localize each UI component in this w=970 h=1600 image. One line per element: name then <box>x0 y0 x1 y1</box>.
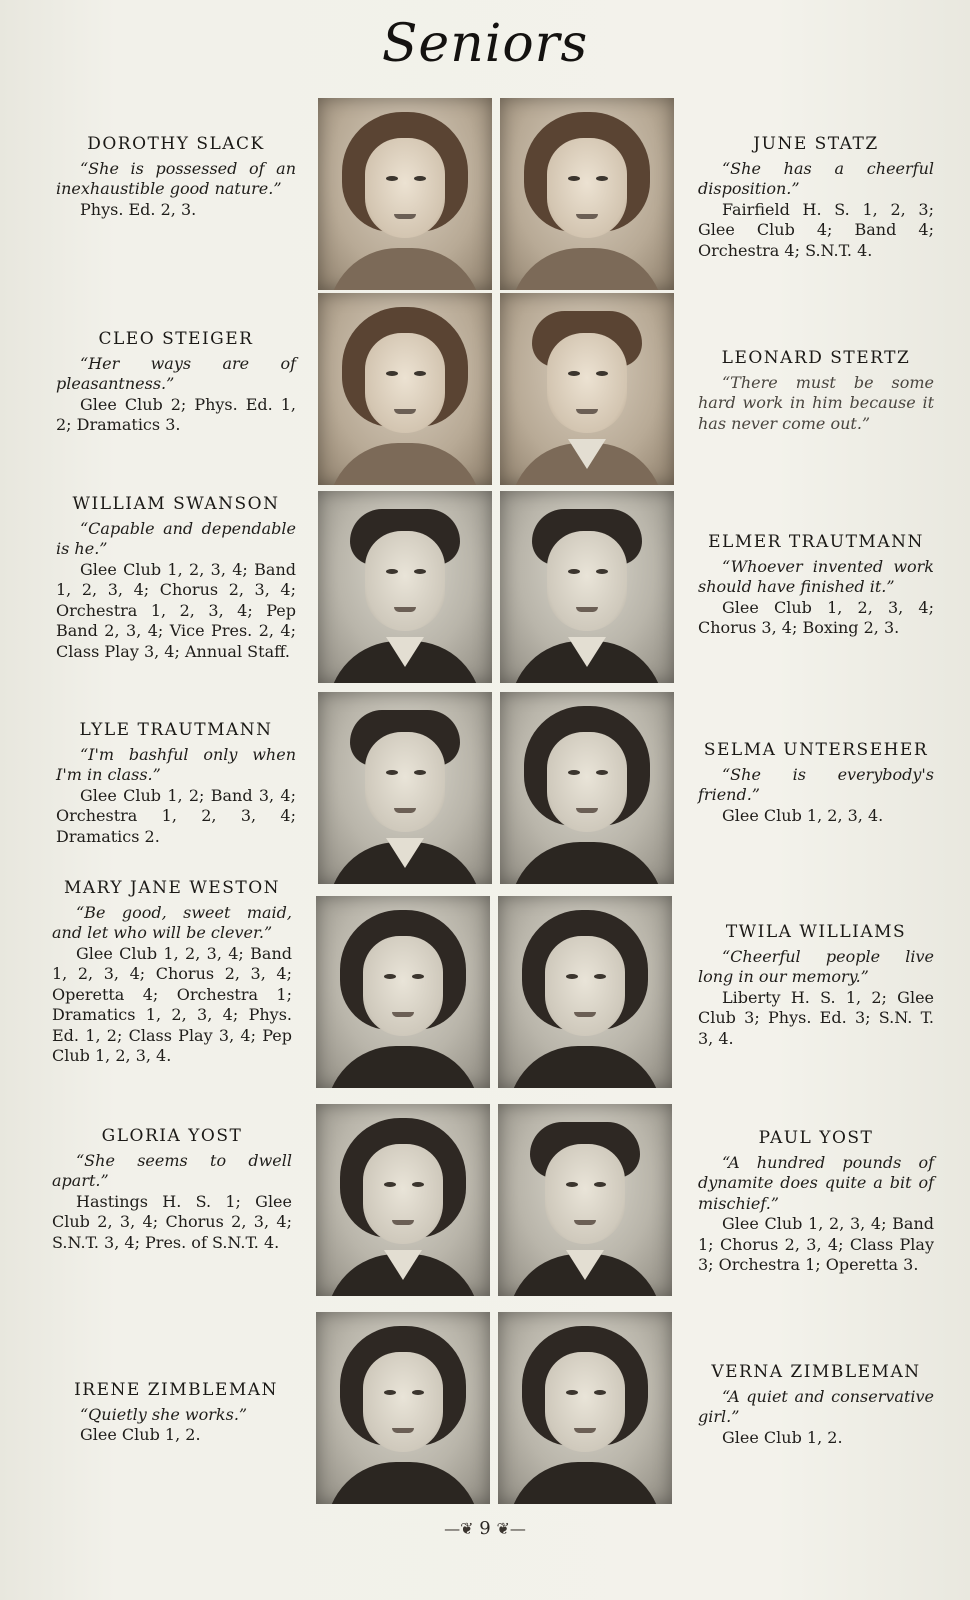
senior-activities: Glee Club 1, 2. <box>722 1427 843 1447</box>
right-ornament-icon: ❦— <box>496 1519 526 1538</box>
left-ornament-icon: —❦ <box>444 1519 474 1538</box>
page-title: Seniors <box>381 14 589 74</box>
senior-activities: Glee Club 1, 2. <box>80 1425 201 1444</box>
senior-activities: Glee Club 1, 2, 3, 4; Band 1; Chorus 2, 3, 4; Class Play 3; Orchestra 1; Operetta 3. <box>698 1214 934 1274</box>
senior-name: JUNE STATZ <box>753 134 879 154</box>
senior-activities: Glee Club 1, 2; Band 3, 4; Orchestra 1, 2, 3, 4; Dramatics 2. <box>56 785 296 846</box>
senior-portrait <box>316 1312 490 1504</box>
senior-portrait <box>316 1104 490 1296</box>
senior-bio <box>698 348 934 434</box>
senior-quote: “She has a cheerful disposition.” <box>698 158 934 198</box>
senior-quote: “I'm bashful only when I'm in class.” <box>56 744 296 784</box>
senior-quote: “Cheerful people live long in our memory.” <box>698 946 934 986</box>
senior-name: PAUL YOST <box>758 1128 874 1148</box>
senior-bio <box>698 532 934 639</box>
senior-quote: “She is everybody's friend.” <box>698 764 934 804</box>
senior-portrait <box>498 896 672 1088</box>
senior-activities: Glee Club 2; Phys. Ed. 1, 2; Dramatics 3. <box>56 394 296 434</box>
senior-activities: Fairfield H. S. 1, 2, 3; Glee Club 4; Band 4; Orchestra 4; S.N.T. 4. <box>698 199 934 260</box>
senior-activities: Glee Club 1, 2, 3, 4; Chorus 3, 4; Boxing 2, 3. <box>698 597 934 637</box>
senior-portrait <box>498 1312 672 1504</box>
senior-name: MARY JANE WESTON <box>63 878 281 898</box>
senior-quote: “A hundred pounds of dynamite does quite a bit of mischief.” <box>698 1152 934 1213</box>
senior-bio <box>56 494 296 662</box>
senior-name: LEONARD STERTZ <box>721 348 911 368</box>
senior-bio <box>698 922 934 1049</box>
senior-name: IRENE ZIMBLEMAN <box>74 1380 278 1400</box>
senior-quote: “There must be some hard work in him because it has never come out.” <box>698 372 934 433</box>
page-number-value: 9 <box>479 1518 491 1539</box>
senior-activities: Glee Club 1, 2, 3, 4; Band 1, 2, 3, 4; Chorus 2, 3, 4; Orchestra 1, 2, 3, 4; Pep Band 2, 3, 4; Vice Pres. 2, 4; Class Play 3, 4; Annual Staff. <box>56 559 296 661</box>
senior-portrait <box>500 293 674 485</box>
senior-name: ELMER TRAUTMANN <box>708 532 924 552</box>
senior-quote: “Her ways are of pleasantness.” <box>56 353 296 393</box>
senior-quote: “Quietly she works.” <box>80 1404 248 1424</box>
senior-bio <box>698 1128 934 1276</box>
senior-name: SELMA UNTERSEHER <box>703 740 929 760</box>
senior-name: WILLIAM SWANSON <box>72 494 280 514</box>
senior-bio <box>698 740 934 826</box>
senior-activities: Glee Club 1, 2, 3, 4. <box>722 805 884 825</box>
senior-name: GLORIA YOST <box>101 1126 243 1146</box>
senior-bio <box>56 134 296 220</box>
senior-quote: “She seems to dwell apart.” <box>52 1150 292 1190</box>
senior-portrait <box>318 293 492 485</box>
senior-portrait <box>318 692 492 884</box>
senior-bio <box>52 1126 292 1253</box>
senior-name: TWILA WILLIAMS <box>725 922 907 942</box>
senior-activities: Hastings H. S. 1; Glee Club 2, 3, 4; Chorus 2, 3, 4; S.N.T. 3, 4; Pres. of S.N.T. 4. <box>52 1191 292 1252</box>
senior-portrait <box>500 491 674 683</box>
senior-quote: “Capable and dependable is he.” <box>56 518 296 558</box>
senior-portrait <box>316 896 490 1088</box>
senior-bio <box>56 329 296 436</box>
senior-name: DOROTHY SLACK <box>87 134 265 154</box>
senior-portrait <box>500 98 674 290</box>
senior-quote: “Be good, sweet maid, and let who will be clever.” <box>52 902 292 942</box>
senior-quote: “Whoever invented work should have finished it.” <box>698 556 934 596</box>
senior-name: VERNA ZIMBLEMAN <box>711 1362 921 1382</box>
senior-bio <box>698 1362 934 1448</box>
senior-bio <box>698 134 934 261</box>
senior-portrait <box>500 692 674 884</box>
senior-quote: “She is possessed of an inexhaustible good nature.” <box>56 158 296 198</box>
senior-bio <box>52 878 292 1067</box>
senior-portrait <box>498 1104 672 1296</box>
senior-quote: “A quiet and conservative girl.” <box>698 1386 934 1426</box>
senior-bio <box>56 720 296 847</box>
senior-portrait <box>318 491 492 683</box>
senior-name: CLEO STEIGER <box>98 329 254 349</box>
senior-activities: Glee Club 1, 2, 3, 4; Band 1, 2, 3, 4; Chorus 2, 3, 4; Operetta 4; Orchestra 1; Dramatics 1, 2, 3, 4; Phys. Ed. 1, 2; Class Play 3, 4; Pep Club 1, 2, 3, 4. <box>52 943 292 1065</box>
senior-portrait <box>318 98 492 290</box>
senior-activities: Phys. Ed. 2, 3. <box>80 199 197 219</box>
page-number <box>0 1518 970 1539</box>
senior-activities: Liberty H. S. 1, 2; Glee Club 3; Phys. Ed. 3; S.N. T. 3, 4. <box>698 987 934 1048</box>
senior-name: LYLE TRAUTMANN <box>79 720 273 740</box>
senior-bio <box>56 1380 296 1446</box>
